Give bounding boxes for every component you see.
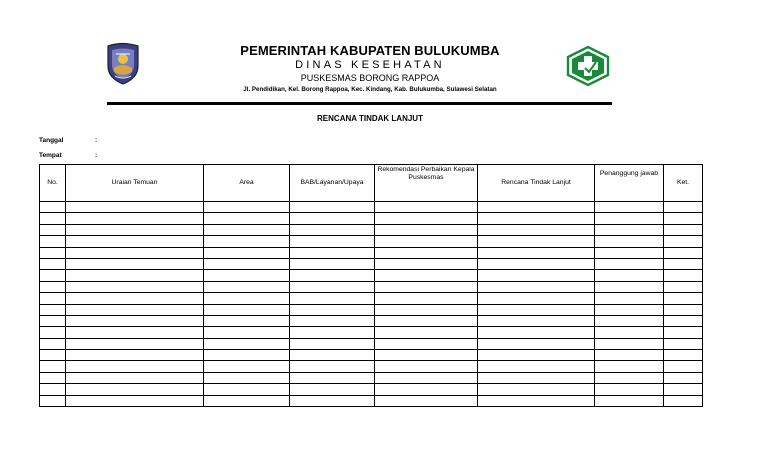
table-row <box>40 361 703 372</box>
table-cell <box>478 247 595 258</box>
table-cell <box>204 372 290 383</box>
table-cell <box>375 236 478 247</box>
table-cell <box>66 236 204 247</box>
col-header-notes: Ket. <box>664 165 703 202</box>
table-cell <box>478 293 595 304</box>
table-cell <box>375 395 478 406</box>
table-row <box>40 281 703 292</box>
table-cell <box>375 258 478 269</box>
table-cell <box>664 395 703 406</box>
table-cell <box>478 395 595 406</box>
table-cell <box>664 384 703 395</box>
table-cell <box>204 236 290 247</box>
table-cell <box>478 327 595 338</box>
table-row <box>40 293 703 304</box>
table-cell <box>595 213 664 224</box>
table-row <box>40 213 703 224</box>
table-cell <box>664 361 703 372</box>
table-cell <box>595 338 664 349</box>
table-cell <box>375 304 478 315</box>
table-cell <box>595 327 664 338</box>
table-cell <box>290 350 375 361</box>
table-cell <box>375 281 478 292</box>
table-cell <box>375 247 478 258</box>
table-cell <box>66 372 204 383</box>
table-cell <box>40 202 66 213</box>
facility-name: PUSKESMAS BORONG RAPPOA <box>300 73 440 83</box>
table-cell <box>664 270 703 281</box>
table-cell <box>204 258 290 269</box>
table-cell <box>595 304 664 315</box>
table-cell <box>478 384 595 395</box>
table-cell <box>290 224 375 235</box>
table-row <box>40 258 703 269</box>
table-cell <box>40 293 66 304</box>
table-cell <box>375 202 478 213</box>
table-cell <box>66 350 204 361</box>
table-cell <box>66 384 204 395</box>
table-cell <box>595 384 664 395</box>
table-cell <box>664 315 703 326</box>
table-cell <box>66 361 204 372</box>
date-field <box>39 137 98 144</box>
table-cell <box>40 304 66 315</box>
table-cell <box>40 247 66 258</box>
table-cell <box>204 202 290 213</box>
table-cell <box>40 258 66 269</box>
table-cell <box>478 213 595 224</box>
table-cell <box>290 338 375 349</box>
place-label: Tempat <box>39 152 62 159</box>
col-header-area: Area <box>204 165 290 202</box>
table-cell <box>66 281 204 292</box>
table-cell <box>204 327 290 338</box>
table-cell <box>595 281 664 292</box>
regency-emblem-icon <box>104 42 142 86</box>
table-cell <box>595 293 664 304</box>
table-cell <box>478 281 595 292</box>
agency-name: DINAS KESEHATAN <box>295 59 445 71</box>
letterhead-divider <box>107 102 612 105</box>
table-cell <box>664 224 703 235</box>
table-cell <box>290 258 375 269</box>
table-cell <box>375 372 478 383</box>
table-cell <box>595 315 664 326</box>
table-cell <box>478 361 595 372</box>
table-cell <box>290 304 375 315</box>
table-cell <box>595 270 664 281</box>
table-cell <box>478 315 595 326</box>
table-cell <box>40 350 66 361</box>
table-cell <box>66 247 204 258</box>
table-cell <box>204 247 290 258</box>
table-cell <box>478 270 595 281</box>
table-cell <box>66 213 204 224</box>
table-cell <box>595 395 664 406</box>
table-cell <box>66 258 204 269</box>
table-cell <box>66 395 204 406</box>
table-cell <box>478 236 595 247</box>
table-cell <box>595 361 664 372</box>
table-cell <box>478 258 595 269</box>
table-cell <box>204 315 290 326</box>
table-cell <box>290 384 375 395</box>
table-cell <box>66 304 204 315</box>
table-cell <box>664 327 703 338</box>
table-cell <box>375 350 478 361</box>
table-cell <box>290 202 375 213</box>
table-cell <box>478 224 595 235</box>
action-plan-table <box>39 164 703 407</box>
table-cell <box>375 315 478 326</box>
table-cell <box>40 327 66 338</box>
action-plan-table-wrapper <box>39 164 703 407</box>
table-cell <box>40 213 66 224</box>
place-field <box>39 152 98 159</box>
health-cross-logo-icon <box>566 46 610 86</box>
table-cell <box>40 236 66 247</box>
government-name: PEMERINTAH KABUPATEN BULUKUMBA <box>240 43 500 58</box>
table-cell <box>375 213 478 224</box>
table-cell <box>204 270 290 281</box>
table-row <box>40 395 703 406</box>
date-label: Tanggal <box>39 137 64 144</box>
table-cell <box>375 384 478 395</box>
table-cell <box>66 327 204 338</box>
table-cell <box>375 224 478 235</box>
table-cell <box>204 293 290 304</box>
table-cell <box>290 372 375 383</box>
table-cell <box>664 350 703 361</box>
letterhead-text <box>200 43 540 94</box>
table-cell <box>204 384 290 395</box>
table-cell <box>290 361 375 372</box>
table-cell <box>204 338 290 349</box>
table-cell <box>290 213 375 224</box>
col-header-no: No. <box>40 165 66 202</box>
table-cell <box>595 202 664 213</box>
table-cell <box>204 361 290 372</box>
table-cell <box>40 315 66 326</box>
table-row <box>40 304 703 315</box>
table-cell <box>204 281 290 292</box>
table-cell <box>664 213 703 224</box>
table-row <box>40 338 703 349</box>
table-cell <box>664 247 703 258</box>
table-body <box>40 202 703 407</box>
table-cell <box>66 315 204 326</box>
table-cell <box>595 224 664 235</box>
date-separator: : <box>95 137 98 144</box>
table-cell <box>664 202 703 213</box>
table-row <box>40 202 703 213</box>
col-header-chapter: BAB/Layanan/Upaya <box>290 165 375 202</box>
table-cell <box>664 258 703 269</box>
table-row <box>40 270 703 281</box>
table-cell <box>40 384 66 395</box>
table-cell <box>290 293 375 304</box>
table-cell <box>290 270 375 281</box>
table-cell <box>290 315 375 326</box>
col-header-follow-up-plan: Rencana Tindak Lanjut <box>478 165 595 202</box>
table-cell <box>66 270 204 281</box>
table-cell <box>375 327 478 338</box>
table-cell <box>290 236 375 247</box>
table-cell <box>204 304 290 315</box>
table-cell <box>66 293 204 304</box>
table-row <box>40 247 703 258</box>
table-header-row <box>40 165 703 202</box>
col-header-person-in-charge: Penanggung jawab <box>595 165 664 202</box>
table-row <box>40 384 703 395</box>
table-cell <box>204 224 290 235</box>
table-cell <box>664 281 703 292</box>
table-cell <box>664 293 703 304</box>
table-cell <box>478 372 595 383</box>
table-cell <box>375 361 478 372</box>
place-separator: : <box>95 152 98 159</box>
table-cell <box>595 350 664 361</box>
table-cell <box>478 202 595 213</box>
table-cell <box>290 327 375 338</box>
table-cell <box>290 247 375 258</box>
table-row <box>40 327 703 338</box>
table-cell <box>595 236 664 247</box>
table-cell <box>478 338 595 349</box>
address-line: Jl. Pendidikan, Kel. Borong Rappoa, Kec. Kindang, Kab. Bulukumba, Sulawesi Selatan <box>243 86 497 93</box>
table-cell <box>40 270 66 281</box>
table-cell <box>478 350 595 361</box>
table-row <box>40 372 703 383</box>
table-cell <box>40 281 66 292</box>
table-row <box>40 236 703 247</box>
table-cell <box>595 372 664 383</box>
letterhead <box>0 0 768 110</box>
table-cell <box>664 304 703 315</box>
table-cell <box>664 236 703 247</box>
col-header-recommendation: Rekomendasi Perbaikan Kepala Puskesmas <box>375 165 478 202</box>
table-cell <box>40 395 66 406</box>
table-cell <box>290 395 375 406</box>
table-cell <box>290 281 375 292</box>
table-cell <box>204 213 290 224</box>
col-header-findings: Uraian Temuan <box>66 165 204 202</box>
table-row <box>40 224 703 235</box>
table-cell <box>595 258 664 269</box>
table-cell <box>66 224 204 235</box>
table-cell <box>664 372 703 383</box>
table-cell <box>40 224 66 235</box>
table-row <box>40 350 703 361</box>
table-cell <box>204 350 290 361</box>
table-cell <box>66 338 204 349</box>
table-cell <box>40 372 66 383</box>
document-title: RENCANA TINDAK LANJUT <box>317 114 423 123</box>
table-row <box>40 315 703 326</box>
table-cell <box>40 338 66 349</box>
table-cell <box>204 395 290 406</box>
table-cell <box>595 247 664 258</box>
table-cell <box>478 304 595 315</box>
table-cell <box>375 338 478 349</box>
table-cell <box>66 202 204 213</box>
table-cell <box>664 338 703 349</box>
table-cell <box>375 270 478 281</box>
table-cell <box>375 293 478 304</box>
table-cell <box>40 361 66 372</box>
